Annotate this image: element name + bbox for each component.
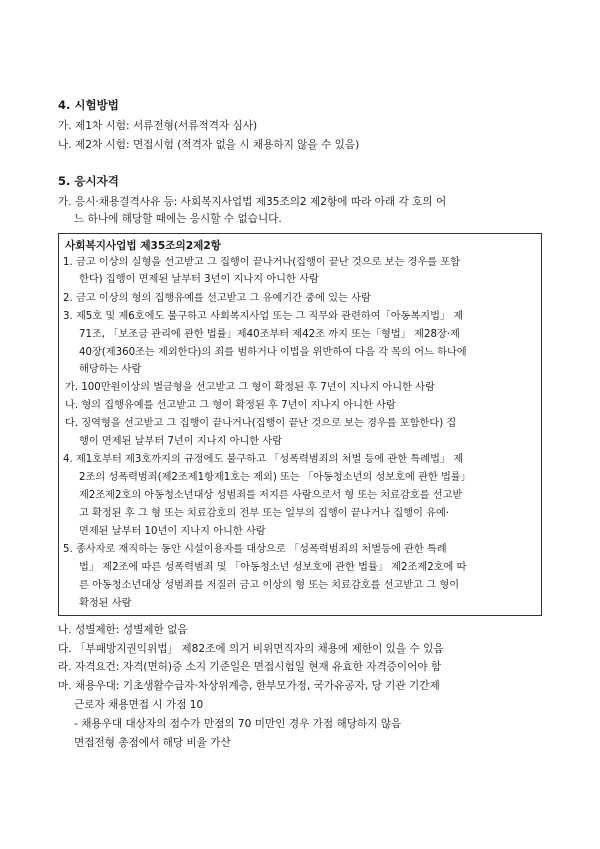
law-line: 법」 제2조에 따른 성폭력범죄 및 「아동청소년 성보호에 관한 법률」 제2조제2호에 따 (79, 562, 467, 573)
preference-line-1: 마. 채용우대: 기초생활수급자·차상위계층, 한부모가정, 국가유공자, 당 기관 기간제 (58, 680, 440, 692)
law-line: 2. 금고 이상의 형의 집행유예를 선고받고 그 유예기간 중에 있는 사람 (63, 293, 371, 304)
law-excerpt-title: 사회복지사업법 제35조의2제2항 (65, 240, 221, 252)
law-line: 가. 100만원이상의 벌금형을 선고받고 그 형이 확정된 후 7년이 지나지 아니한 사람 (65, 382, 435, 393)
law-line: 4. 제1호부터 제3호까지의 규정에도 불구하고 「성폭력범죄의 처벌 등에 관한 특례법」 제 (63, 454, 464, 465)
law-line: 행이 면제된 날부터 7년이 지나지 아니한 사람 (79, 436, 283, 447)
law-line: 2조의 성폭력범죄(제2조제1항제1호는 제외) 또는 「아동청소년의 성보호에 관한 법률」 (79, 472, 471, 483)
law-line: 다. 징역형을 선고받고 그 집행이 끝나거나(집행이 끝난 것으로 보는 경우를 포함한다) 집 (65, 418, 457, 429)
qualification-intro-line-1: 가. 응시·채용결격사유 등: 사회복지사업법 제35조의2 제2항에 따라 아래 각 호의 어 (58, 196, 447, 208)
preference-bonus-note: 면접전형 총점에서 해당 비율 가산 (74, 737, 231, 749)
gender-restriction: 나. 성별제한: 성별제한 없음 (58, 624, 188, 636)
qualification-intro-line-2: 느 하나에 해당할 때에는 응시할 수 없습니다. (74, 213, 282, 225)
law-line: 나. 형의 집행유예를 선고받고 그 형이 확정된 후 7년이 지나지 아니한 사람 (65, 400, 396, 411)
license-requirement: 라. 자격요건: 자격(면허)증 소지 기준일은 면접시험일 현재 유효한 자격증이어야 함 (58, 661, 442, 673)
law-line: 확정된 사람 (79, 598, 132, 609)
preference-note: - 채용우대 대상자의 점수가 만점의 70 미만인 경우 가점 해당하지 않음 (74, 718, 402, 730)
law-excerpt-box (58, 233, 542, 616)
law-line: 면제된 날부터 10년이 지나지 아니한 사람 (79, 526, 266, 537)
section-4-title: 4. 시험방법 (58, 98, 119, 112)
law-line: 5. 종사자로 재직하는 동안 시설이용자를 대상으로 「성폭력범죄의 처벌등에 관한 특례 (63, 544, 447, 555)
law-line: 40장(제360조는 제외한다)의 죄를 범하거나 이법을 위반하여 다음 각 목의 어느 하나에 (79, 347, 467, 358)
exam-item-2: 나. 제2차 시험: 면접시험 (적격자 없을 시 채용하지 않을 수 있음) (58, 139, 360, 151)
law-line: 한다) 집행이 면제된 날부터 3년이 지나지 아니한 사람 (79, 274, 319, 285)
law-line: 른 아동청소년대상 성범죄를 저질러 금고 이상의 형 또는 치료감호를 선고받고 그 형이 (79, 580, 460, 591)
law-line: 고 확정된 후 그 형 또는 치료감호의 전부 또는 일부의 집행이 끝나거나 집행이 유예· (79, 508, 450, 519)
law-line: 해당하는 사람 (79, 364, 142, 375)
law-line: 1. 금고 이상의 실형을 선고받고 그 집행이 끝나거나(집행이 끝난 것으로 보는 경우를 포함 (63, 257, 460, 268)
anti-corruption-note: 다. 「부패방지권익위법」 제82조에 의거 비위면직자의 채용에 제한이 있을 수 있음 (58, 643, 444, 655)
law-line: 71조, 「보조금 관리에 관한 법률」제40조부터 제42조 까지 또는「형법」 제28장·제 (79, 329, 460, 340)
exam-item-1: 가. 제1차 시험: 서류전형(서류적격자 심사) (58, 120, 258, 132)
law-line: 3. 제5호 및 제6호에도 불구하고 사회복지사업 또는 그 직무와 관련하여「아동복지법」 제 (63, 311, 464, 322)
law-line: 제2조제2호의 아동청소년대상 성범죄를 저지른 사람으로서 형 또는 치료감호를 선고받 (79, 490, 463, 501)
preference-line-2: 근로자 채용면접 시 가점 10 (74, 699, 204, 711)
section-5-title: 5. 응시자격 (58, 174, 119, 188)
